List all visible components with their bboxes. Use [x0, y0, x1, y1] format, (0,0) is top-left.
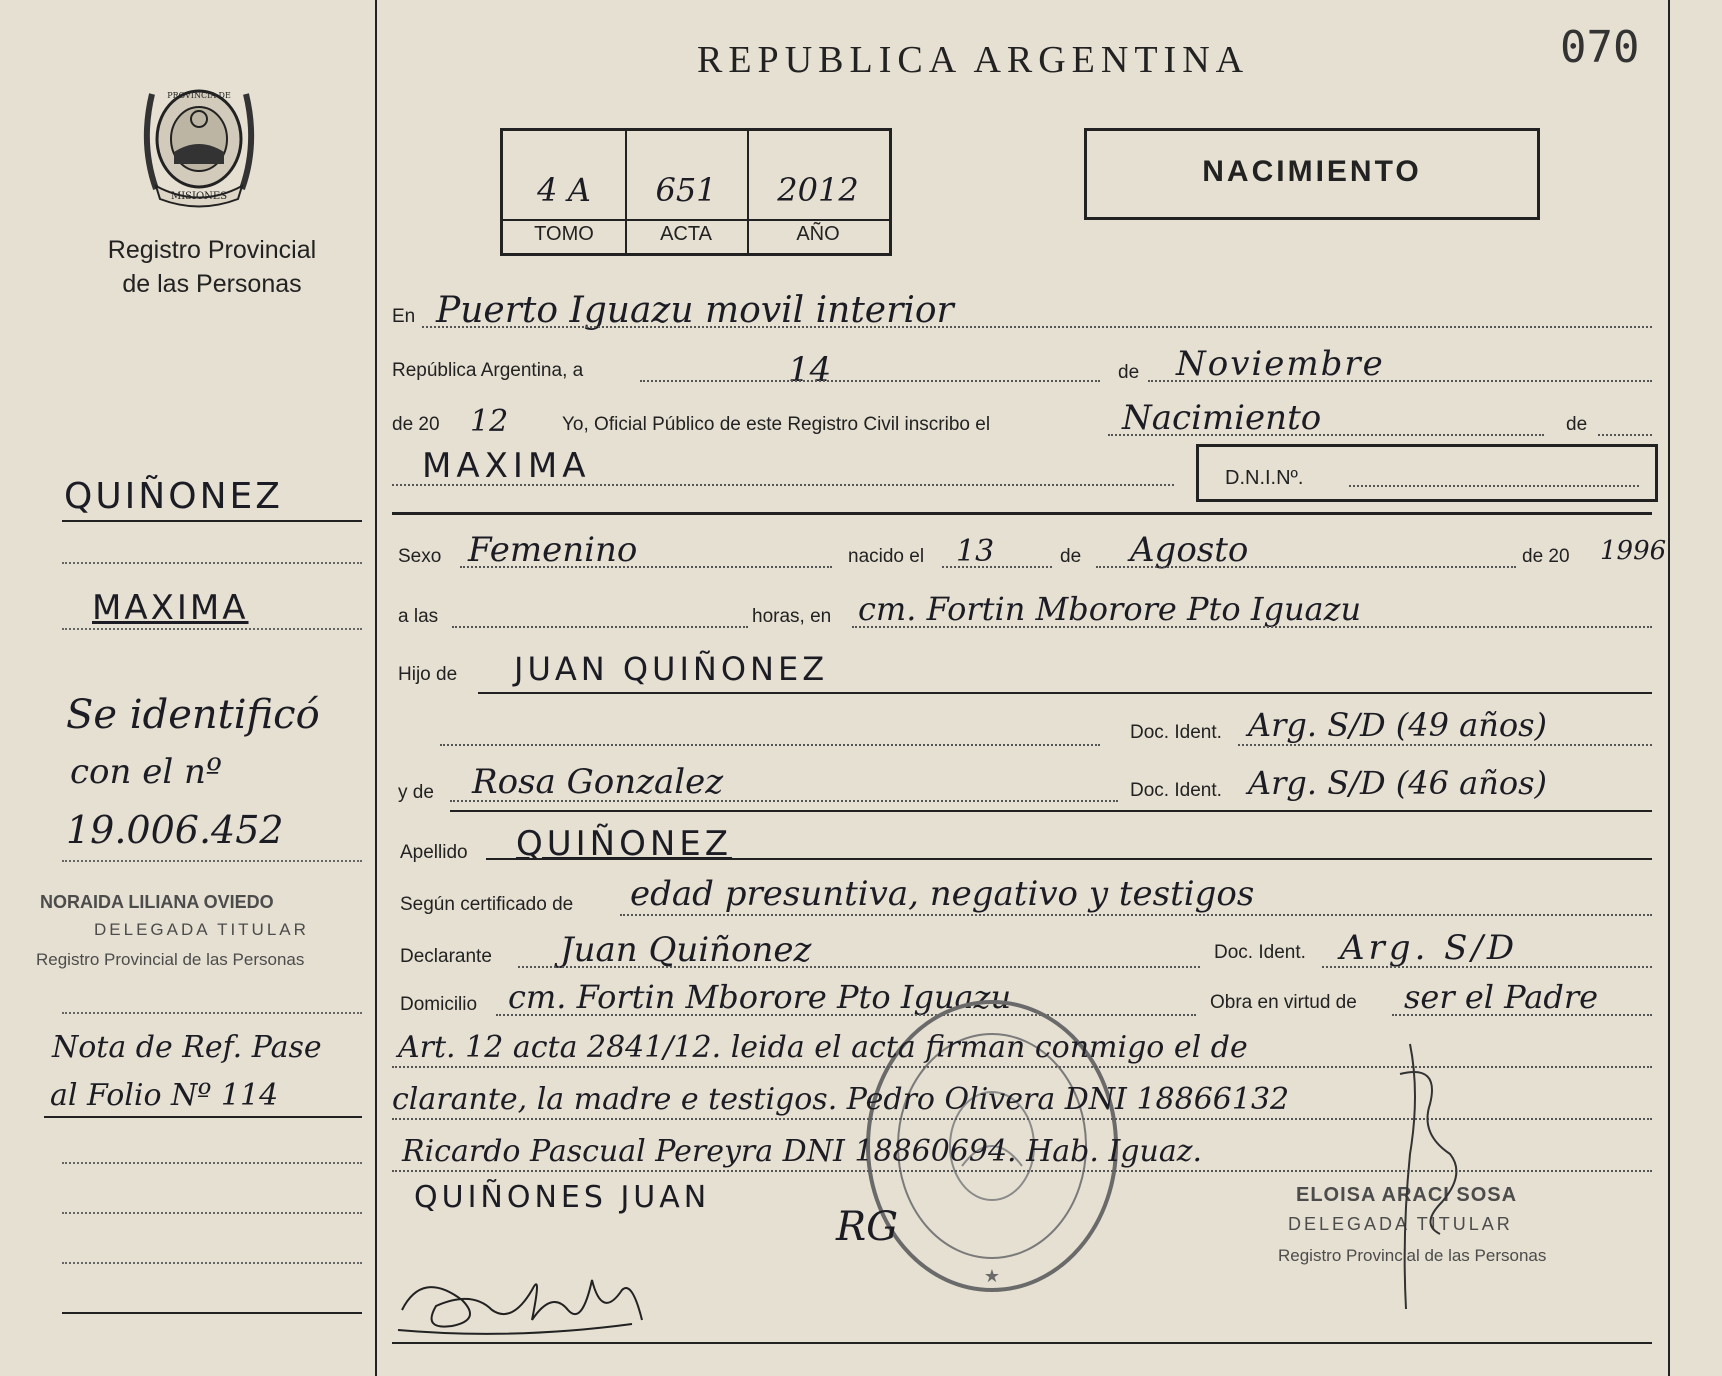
signature-official — [1380, 1034, 1470, 1314]
margin-rule — [44, 1116, 362, 1118]
anio-label: AÑO — [796, 223, 840, 245]
page-right-rule — [1668, 0, 1670, 1376]
margin-rule — [62, 520, 362, 522]
page-number: 070 — [1560, 22, 1640, 73]
mother-line — [450, 800, 1118, 802]
birth-day-line — [942, 566, 1052, 568]
country-title: REPUBLICA ARGENTINA — [697, 39, 1250, 81]
en-line — [422, 326, 1652, 328]
margin-stamp-name: NORAIDA LILIANA OVIEDO — [40, 892, 274, 912]
declarante-doc-line — [1322, 966, 1652, 968]
de-label-3: de — [1060, 546, 1082, 567]
notes-initials: RG — [836, 1204, 899, 1250]
mother-doc-line — [450, 810, 1652, 812]
margin-dotted-line — [62, 1262, 362, 1264]
margin-stamp-title: DELEGADA TITULAR — [94, 920, 309, 939]
birth-place-line — [852, 626, 1652, 628]
segun-value: edad presuntiva, negativo y testigos — [630, 874, 1255, 914]
record-box-divider — [503, 219, 889, 221]
margin-ref-2: al Folio Nº 114 — [50, 1078, 279, 1113]
apellido-value: QUIÑONEZ — [516, 824, 733, 864]
margin-given-name: MAXIMA — [92, 588, 249, 628]
acta-label: ACTA — [660, 223, 712, 245]
margin-note-3: 19.006.452 — [66, 808, 284, 852]
official-stamp-name: ELOISA ARACI SOSA — [1296, 1184, 1518, 1206]
seal-top-text: PROVINCIA DE — [167, 91, 231, 100]
page-left-rule — [375, 0, 377, 1376]
name-line — [392, 484, 1174, 486]
misiones-seal — [138, 74, 260, 209]
father-doc: Arg. S/D (49 años) — [1248, 706, 1547, 744]
birth-day: 13 — [956, 534, 995, 569]
official-stamp-org: Registro Provincial de las Personas — [1278, 1246, 1547, 1265]
en-label: En — [392, 306, 416, 327]
republica-label: República Argentina, a — [392, 360, 584, 381]
a-las-label: a las — [398, 606, 439, 627]
seal-bottom-text: MISIONES — [170, 191, 228, 202]
hijo-label: Hijo de — [398, 664, 458, 685]
sexo-value: Femenino — [468, 530, 638, 570]
margin-dotted-line — [62, 1012, 362, 1014]
event-value: Nacimiento — [1122, 398, 1322, 438]
month-value: Noviembre — [1176, 344, 1385, 384]
tomo-label: TOMO — [534, 223, 594, 245]
notes-line-3: Ricardo Pascual Pereyra DNI 18860694. Hab. Iguaz. — [402, 1134, 1203, 1169]
margin-dotted-line — [62, 860, 362, 862]
margin-dotted-line — [62, 1212, 362, 1214]
margin-surname: QUIÑONEZ — [64, 476, 283, 517]
doc-type-box — [1084, 128, 1540, 220]
event-line — [1108, 434, 1544, 436]
obra-line — [1392, 1014, 1652, 1016]
en-value: Puerto Iguazu movil interior — [436, 290, 954, 331]
acta-value: 651 — [655, 171, 717, 209]
segun-label: Según certificado de — [400, 894, 574, 915]
notes-line-4: QUIÑONES JUAN — [414, 1180, 711, 1215]
dni-line — [1349, 485, 1639, 487]
declarante-value: Juan Quiñonez — [560, 930, 812, 970]
domicilio-label: Domicilio — [400, 994, 478, 1015]
anio-value: 2012 — [777, 171, 859, 209]
declarante-doc-label: Doc. Ident. — [1214, 942, 1306, 963]
apellido-line — [486, 858, 1652, 860]
notes-line-2: clarante, la madre e testigos. Pedro Olivera DNI 18866132 — [392, 1082, 1290, 1117]
de-label: de — [1118, 362, 1140, 383]
mother-doc-label: Doc. Ident. — [1130, 780, 1222, 801]
y-de-label: y de — [398, 782, 434, 803]
year-value: 12 — [470, 404, 509, 439]
day-line — [640, 380, 1100, 382]
hora-line — [452, 626, 748, 628]
de-label-2: de — [1566, 414, 1588, 435]
year-prefix: de 20 — [392, 414, 440, 435]
father-name: JUAN QUIÑONEZ — [514, 650, 829, 688]
day-value: 14 — [788, 350, 832, 390]
official-text: Yo, Oficial Público de este Registro Civil inscribo el — [562, 414, 991, 435]
father-doc-label: Doc. Ident. — [1130, 722, 1222, 743]
signature-declarant — [392, 1250, 652, 1340]
birth-place: cm. Fortin Mborore Pto Iguazu — [858, 590, 1362, 628]
birth-month: Agosto — [1130, 530, 1249, 570]
month-line — [1148, 380, 1652, 382]
declarante-line — [518, 966, 1200, 968]
declarante-doc: Arg. S/D — [1340, 928, 1519, 968]
margin-dotted-line — [62, 628, 362, 630]
mother-doc: Arg. S/D (46 años) — [1248, 764, 1547, 802]
doc-type-title: NACIMIENTO — [1202, 155, 1422, 188]
event-line-end — [1598, 434, 1652, 436]
bottom-rule — [392, 1342, 1652, 1344]
margin-stamp-org: Registro Provincial de las Personas — [36, 950, 305, 969]
notes-line-1: Art. 12 acta 2841/12. leida el acta firman conmigo el de — [398, 1030, 1248, 1065]
horas-label: horas, en — [752, 606, 832, 627]
obra-value: ser el Padre — [1404, 978, 1599, 1016]
father-doc-line — [1238, 744, 1652, 746]
margin-dotted-line — [62, 562, 362, 564]
margin-note-1: Se identificó — [66, 692, 320, 738]
margin-dotted-line — [62, 1162, 362, 1164]
obra-label: Obra en virtud de — [1210, 992, 1357, 1013]
registry-name-line2: de las Personas — [122, 270, 302, 298]
mother-name: Rosa Gonzalez — [472, 762, 724, 802]
name-value: MAXIMA — [422, 446, 591, 486]
record-box — [500, 128, 892, 256]
declarante-label: Declarante — [400, 946, 492, 967]
registry-name — [62, 233, 362, 301]
svg-text:★: ★ — [983, 1266, 1001, 1286]
tomo-value: 4 A — [537, 171, 591, 209]
sexo-line — [460, 566, 832, 568]
apellido-label: Apellido — [400, 842, 468, 863]
birth-month-line — [1096, 566, 1516, 568]
margin-rule — [62, 1312, 362, 1314]
dni-label: D.N.I.Nº. — [1225, 467, 1304, 489]
father-extra-line — [440, 744, 1100, 746]
registry-name-line1: Registro Provincial — [107, 236, 317, 264]
father-line — [478, 692, 1652, 694]
birth-year: 1996 — [1600, 536, 1667, 566]
official-stamp-title: DELEGADA TITULAR — [1288, 1214, 1513, 1234]
sexo-label: Sexo — [398, 546, 442, 567]
margin-note-2: con el nº — [70, 752, 222, 792]
nacido-label: nacido el — [848, 546, 925, 567]
segun-line — [620, 914, 1652, 916]
section-rule — [392, 512, 1652, 515]
dni-box — [1196, 444, 1658, 502]
domicilio-value: cm. Fortin Mborore Pto Iguazu — [508, 978, 1012, 1016]
de-label-4: de 20 — [1522, 546, 1570, 567]
margin-ref-1: Nota de Ref. Pase — [52, 1030, 322, 1065]
